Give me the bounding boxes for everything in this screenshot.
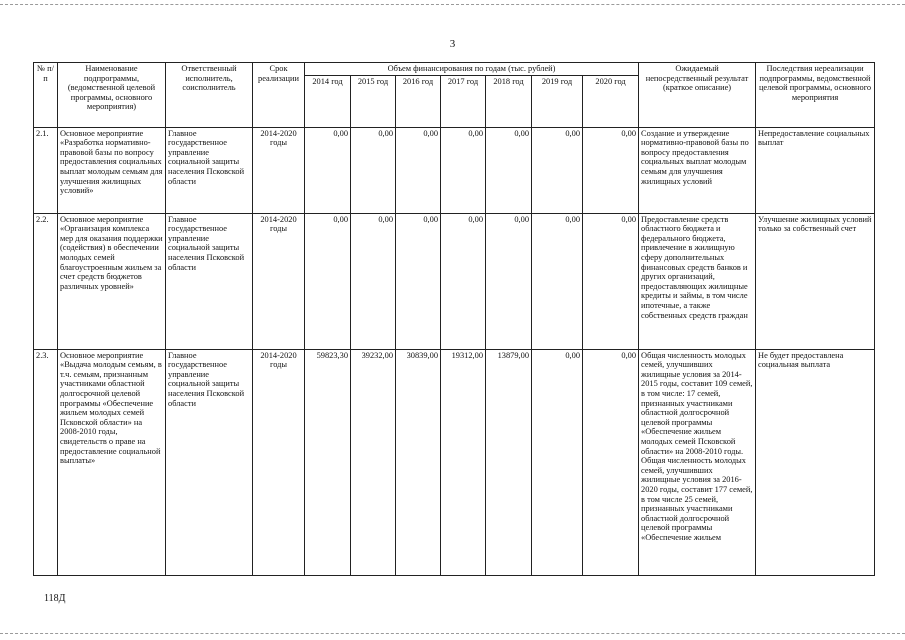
- page-number: 3: [449, 38, 456, 50]
- row-expected: Создание и утверждение нормативно-правовой базы по вопросу предоставления социальных выплат молодым семьям для улучшения жилищных условий: [639, 127, 756, 213]
- row-expected: Предоставление средств областного бюджета и федерального бюджета, привлечение в жилищную сферу дополнительных финансовых средств банков и других организаций, предоставляющих жилищные кредиты и займы, в том числе ипотечные, а также собственных средств граждан: [639, 213, 756, 349]
- row-responsible: Главное государственное управление социальной защиты населения Псковской области: [166, 349, 253, 575]
- row-value: 0,00: [583, 213, 639, 349]
- row-value: 0,00: [351, 213, 396, 349]
- header-expected: Ожидаемый непосредственный результат (краткое описание): [639, 63, 756, 128]
- row-name: Основное мероприятие «Выдача молодым семьям, в т.ч. семьям, признанным участниками областной долгосрочной целевой программы «Обеспечение жильем молодых семей Псковской области» на 2008-2010 годы, свидетельств о праве на предоставление социальной выплаты»: [58, 349, 166, 575]
- row-value: 30839,00: [396, 349, 441, 575]
- header-num: № п/п: [34, 63, 58, 128]
- row-value: 0,00: [305, 213, 351, 349]
- scan-edge-bottom: [0, 633, 905, 634]
- header-responsible: Ответственный исполнитель, соисполнитель: [166, 63, 253, 128]
- header-year: 2017 год: [441, 75, 486, 127]
- scan-edge-top: [0, 4, 905, 5]
- header-funding: Объем финансирования по годам (тыс. рублей): [305, 63, 639, 76]
- row-value: 59823,30: [305, 349, 351, 575]
- row-value: 0,00: [583, 349, 639, 575]
- row-num: 2.1.: [34, 127, 58, 213]
- row-num: 2.2.: [34, 213, 58, 349]
- row-responsible: Главное государственное управление социальной защиты населения Псковской области: [166, 213, 253, 349]
- row-value: 0,00: [486, 127, 532, 213]
- row-name: Основное мероприятие «Разработка нормативно-правовой базы по вопросу предоставления социальных выплат молодым семьям для улучшения жилищных условий»: [58, 127, 166, 213]
- table-row: [34, 213, 875, 349]
- row-term: 2014-2020 годы: [253, 127, 305, 213]
- row-value: 0,00: [396, 127, 441, 213]
- row-value: 0,00: [532, 349, 583, 575]
- row-consequences: Непредоставление социальных выплат: [756, 127, 875, 213]
- document-code: 118Д: [44, 593, 66, 604]
- row-value: 0,00: [532, 127, 583, 213]
- row-value: 0,00: [351, 127, 396, 213]
- header-name: Наименование подпрограммы, (ведомственной целевой программы, основного мероприятия): [58, 63, 166, 128]
- funding-table: [33, 62, 875, 576]
- row-value: 0,00: [396, 213, 441, 349]
- row-consequences: Не будет предоставлена социальная выплата: [756, 349, 875, 575]
- row-num: 2.3.: [34, 349, 58, 575]
- header-year: 2016 год: [396, 75, 441, 127]
- header-row-1: [34, 63, 875, 76]
- header-year: 2014 год: [305, 75, 351, 127]
- row-term: 2014-2020 годы: [253, 213, 305, 349]
- row-value: 0,00: [441, 213, 486, 349]
- row-value: 0,00: [305, 127, 351, 213]
- row-value: 0,00: [441, 127, 486, 213]
- row-expected: Общая численность молодых семей, улучшивших жилищные условия за 2014-2015 годы, составит 109 семей, в том числе: 17 семей, признанных участниками областной долгосрочной целевой программы «Обеспечение жильем молодых семей Псковской области» на 2008-2010 годы. Общая численность молодых семей, улучшивших жилищные условия за 2016-2020 годы, составит 177 семей, в том числе 25 семей, признанных участниками областной долгосрочной целевой программы «Обеспечение жильем: [639, 349, 756, 575]
- table-row: [34, 127, 875, 213]
- row-value: 13879,00: [486, 349, 532, 575]
- header-year: 2015 год: [351, 75, 396, 127]
- row-value: 19312,00: [441, 349, 486, 575]
- row-value: 39232,00: [351, 349, 396, 575]
- header-year: 2019 год: [532, 75, 583, 127]
- row-responsible: Главное государственное управление социальной защиты населения Псковской области: [166, 127, 253, 213]
- table-row: [34, 349, 875, 575]
- row-value: 0,00: [532, 213, 583, 349]
- header-year: 2018 год: [486, 75, 532, 127]
- row-value: 0,00: [583, 127, 639, 213]
- header-year: 2020 год: [583, 75, 639, 127]
- row-consequences: Улучшение жилищных условий только за собственный счет: [756, 213, 875, 349]
- header-term: Срок реализации: [253, 63, 305, 128]
- header-consequences: Последствия нереализации подпрограммы, ведомственной целевой программы, основного мероприятия: [756, 63, 875, 128]
- row-term: 2014-2020 годы: [253, 349, 305, 575]
- row-name: Основное мероприятие «Организация комплекса мер для оказания поддержки (содействия) в обеспечении молодых семей благоустроенным жильем за счет средств бюджетов различных уровней»: [58, 213, 166, 349]
- row-value: 0,00: [486, 213, 532, 349]
